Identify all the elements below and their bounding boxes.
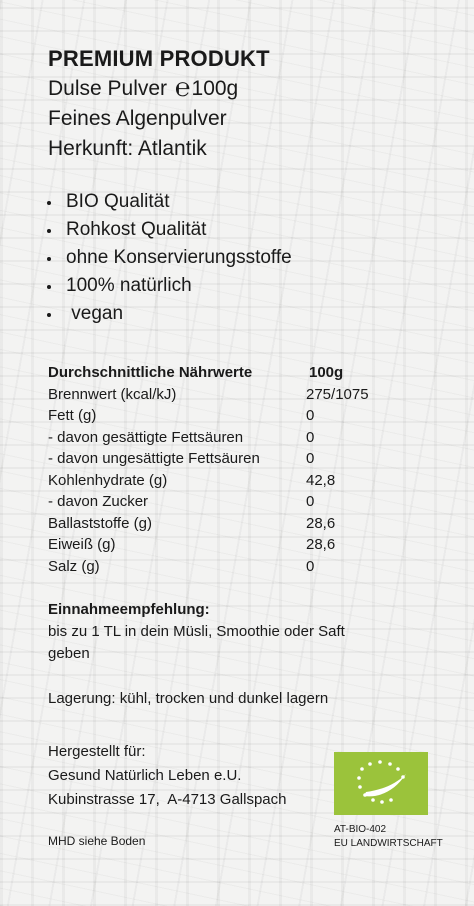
product-description: Feines Algenpulver <box>48 107 227 130</box>
intake-heading: Einnahmeempfehlung: <box>48 601 210 618</box>
bullet-icon <box>47 313 51 317</box>
manufacturer-label: Hergestellt für: <box>48 743 146 760</box>
list-item: Rohkost Qualität <box>46 216 292 244</box>
intake-text-line-1: bis zu 1 TL in dein Müsli, Smoothie oder Saft <box>48 623 345 640</box>
list-item: BIO Qualität <box>46 188 292 216</box>
list-item: ohne Konservierungsstoffe <box>46 244 292 272</box>
bullet-icon <box>47 229 51 233</box>
table-row: Fett (g) 0 <box>48 407 315 424</box>
manufacturer-info <box>48 740 286 812</box>
bullet-icon <box>47 257 51 261</box>
control-body-code: AT-BIO-402 <box>334 824 387 835</box>
table-row: Brennwert (kcal/kJ) 275/1075 <box>48 385 369 403</box>
agriculture-origin: EU LANDWIRTSCHAFT <box>334 838 443 849</box>
table-row: - davon Zucker 0 <box>48 493 315 510</box>
manufacturer-name: Gesund Natürlich Leben e.U. <box>48 767 242 784</box>
premium-title: PREMIUM PRODUKT <box>48 46 270 71</box>
organic-certification <box>334 823 443 851</box>
estimated-sign-icon: ℮ <box>174 72 191 102</box>
bullet-icon <box>47 201 51 205</box>
best-before-note: MHD siehe Boden <box>48 834 146 848</box>
eu-organic-logo-graphic <box>334 752 428 815</box>
list-item: vegan <box>46 300 292 328</box>
table-row: Ballaststoffe (g) 28,6 <box>48 514 336 532</box>
label-header <box>48 44 270 164</box>
net-quantity: 100g <box>191 77 239 100</box>
table-row: - davon gesättigte Fettsäuren 0 <box>48 428 315 446</box>
intake-text-line-2: geben <box>48 645 90 662</box>
intake-recommendation <box>48 599 438 665</box>
product-origin: Herkunft: Atlantik <box>48 137 207 160</box>
nutrition-header-label: Durchschnittliche Nährwerte <box>48 364 253 381</box>
bullet-icon <box>47 285 51 289</box>
nutrition-header-value: 100g <box>309 364 344 381</box>
table-row: Eiweiß (g) 28,6 <box>48 536 336 553</box>
table-row: Salz (g) 0 <box>48 557 315 575</box>
table-row: Kohlenhydrate (g) 42,8 <box>48 471 336 489</box>
nutrition-header-row <box>48 362 428 384</box>
table-row: - davon ungesättigte Fettsäuren 0 <box>48 450 315 467</box>
manufacturer-address: Kubinstrasse 17, A-4713 Gallspach <box>48 791 287 808</box>
nutrition-table <box>48 362 428 577</box>
product-name-line <box>48 74 270 104</box>
feature-list <box>46 188 292 328</box>
storage-instructions: Lagerung: kühl, trocken und dunkel lagern <box>48 690 329 707</box>
product-name: Dulse Pulver <box>48 77 168 100</box>
list-item: 100% natürlich <box>46 272 292 300</box>
eu-organic-leaf-icon <box>334 752 428 815</box>
